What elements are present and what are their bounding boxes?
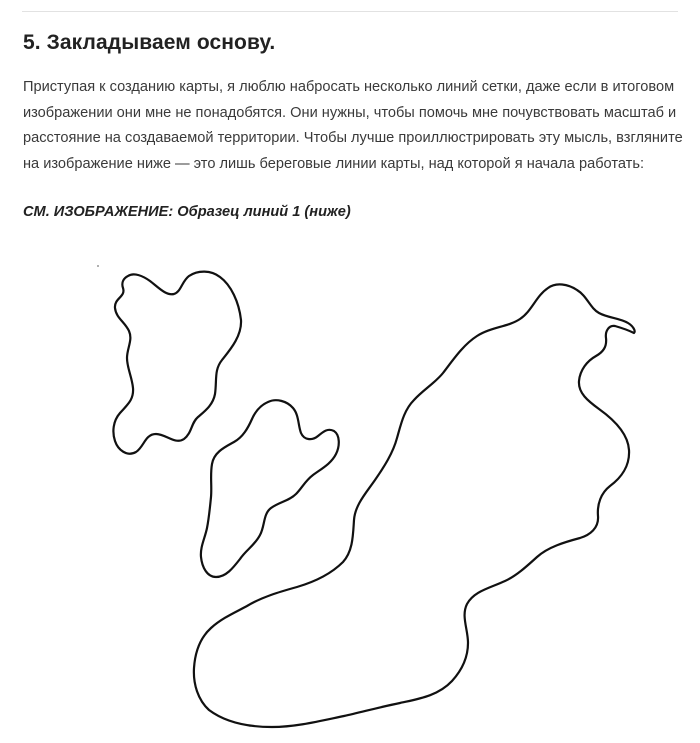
intro-paragraph: Приступая к созданию карты, я люблю набросать несколько линий сетки, даже если в итоговом изображении они мне не понадобятся. Они нужны, чтобы помочь мне почувствовать масштаб и расстояние на создаваемой территории. Чтобы лучше проиллюстрировать эту мысль, взгляните на изображение ниже — это лишь береговые линии карты, над которой я начала работать: xyxy=(23,79,683,172)
speck-mark xyxy=(97,265,99,267)
island-coastline-northwest xyxy=(113,272,241,454)
section-heading: 5. Закладываем основу. xyxy=(23,31,276,54)
island-coastline-main xyxy=(194,284,635,727)
image-caption: СМ. ИЗОБРАЖЕНИЕ: Образец линий 1 (ниже) xyxy=(23,204,351,220)
island-coastline-central xyxy=(201,400,339,577)
coastline-map-image xyxy=(0,240,700,743)
top-divider xyxy=(22,11,678,12)
